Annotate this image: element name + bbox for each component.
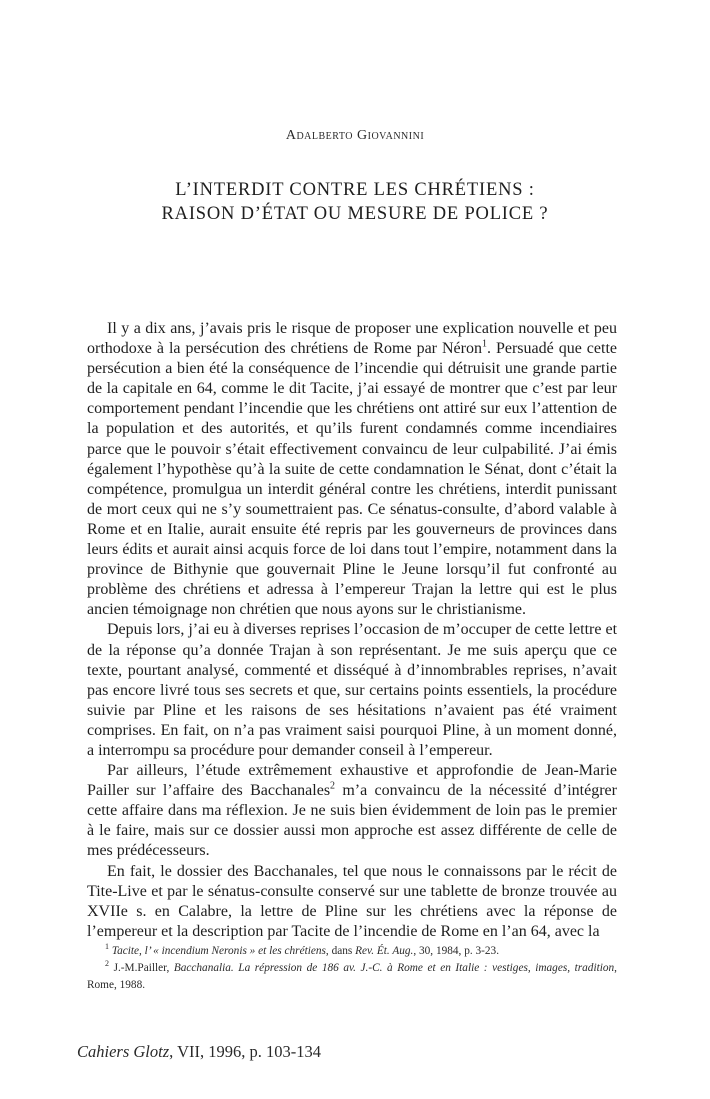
paragraph-1: Il y a dix ans, j’avais pris le risque de proposer une explication nouvelle et peu orthodoxe à la persécution des chrétiens de Rome par Néron$^1$. Persuadé que cette persécution a bien été la conséquence de l’incendie qui détruisit une grande partie de la capitale en 64, comme le dit Tacite, j’ai essayé de montrer que c’est par leur comportement pendant l’incendie que les chrétiens ont attiré sur eux l’attention de la population et des autorités, et qu’ils furent condamnés comme incendiaires parce que le pouvoir s’était effectivement convaincu de leur culpabilité. J’ai émis également l’hypothèse qu’à la suite de cette condamnation le Sénat, dont c’était la compétence, promulgua un interdit général contre les chrétiens, interdit punissant de mort ceux qui ne s’y soumettraient pas. Ce sénatus-consulte, d’abord valable à Rome et en Italie, aurait ensuite été repris par les gouverneurs de provinces dans leurs édits et aurait ainsi acquis force de loi dans tout l’empire, notamment dans la province de Bithynie que gouvernait Pline le Jeune lorsqu’il fut confronté au problème des chrétiens et adressa à l’empereur Trajan la lettre qui est le plus ancien témoignage non chrétien que nous ayons sur le christianisme.: [87, 320, 617, 619]
article-title: [0, 178, 710, 226]
footnote-ref-1[interactable]: 1: [481, 338, 487, 350]
author-name: Adalberto Giovannini: [285, 128, 425, 143]
article-body: [87, 319, 617, 942]
paragraph-3: Par ailleurs, l’étude extrêmement exhaustive et approfondie de Jean-Marie Pailler sur l’affaire des Bacchanales$^2$ m’a convaincu de la nécessité d’intégrer cette affaire dans ma réflexion. Je ne suis bien évidemment de loin pas le premier à le faire, mais sur ce dossier aussi mon approche est assez différente de celle de mes prédécesseurs.: [87, 762, 617, 860]
footnote-1: $^1$ Tacite, l’ « incendium Neronis » et les chrétiens, dans Rev. Ét. Aug., 30, 1984, p. 3-23.: [105, 942, 500, 957]
paragraph-4: En fait, le dossier des Bacchanales, tel que nous le connaissons par le récit de Tite-Live et par le sénatus-consulte conservé sur une tablette de bronze trouvée au XVIIe s. en Calabre, la lettre de Pline sur les chrétiens avec la réponse de l’empereur et la description par Tacite de l’incendie de Rome en l’an 64, avec la: [87, 862, 617, 940]
footnote-ref-2[interactable]: 2: [330, 780, 336, 792]
title-line-2: RAISON D’ÉTAT OU MESURE DE POLICE ?: [161, 204, 549, 224]
journal-citation: Cahiers Glotz, VII, 1996, p. 103-134: [77, 1042, 321, 1061]
title-line-1: L’INTERDIT CONTRE LES CHRÉTIENS :: [175, 180, 535, 200]
footnote-2: $^2$ J.-M.Pailler, Bacchanalia. La répression de 186 av. J.-C. à Rome et en Italie : vestiges, images, tradition, Rome, 1988.: [87, 959, 617, 991]
paragraph-2: Depuis lors, j’ai eu à diverses reprises l’occasion de m’occuper de cette lettre et de la réponse qu’a donnée Trajan à son représentant. Je me suis aperçu que ce texte, pourtant analysé, commenté et disséqué à d’innombrables reprises, n’avait pas encore livré tous ses secrets et que, sur certains points essentiels, la procédure suivie par Pline et les raisons de ses hésitations n’avaient pas été vraiment comprises. En fait, on n’a pas vraiment saisi pourquoi Pline, à un moment donné, a interrompu sa procédure pour demander conseil à l’empereur.: [87, 621, 618, 759]
footnotes: [87, 943, 617, 994]
